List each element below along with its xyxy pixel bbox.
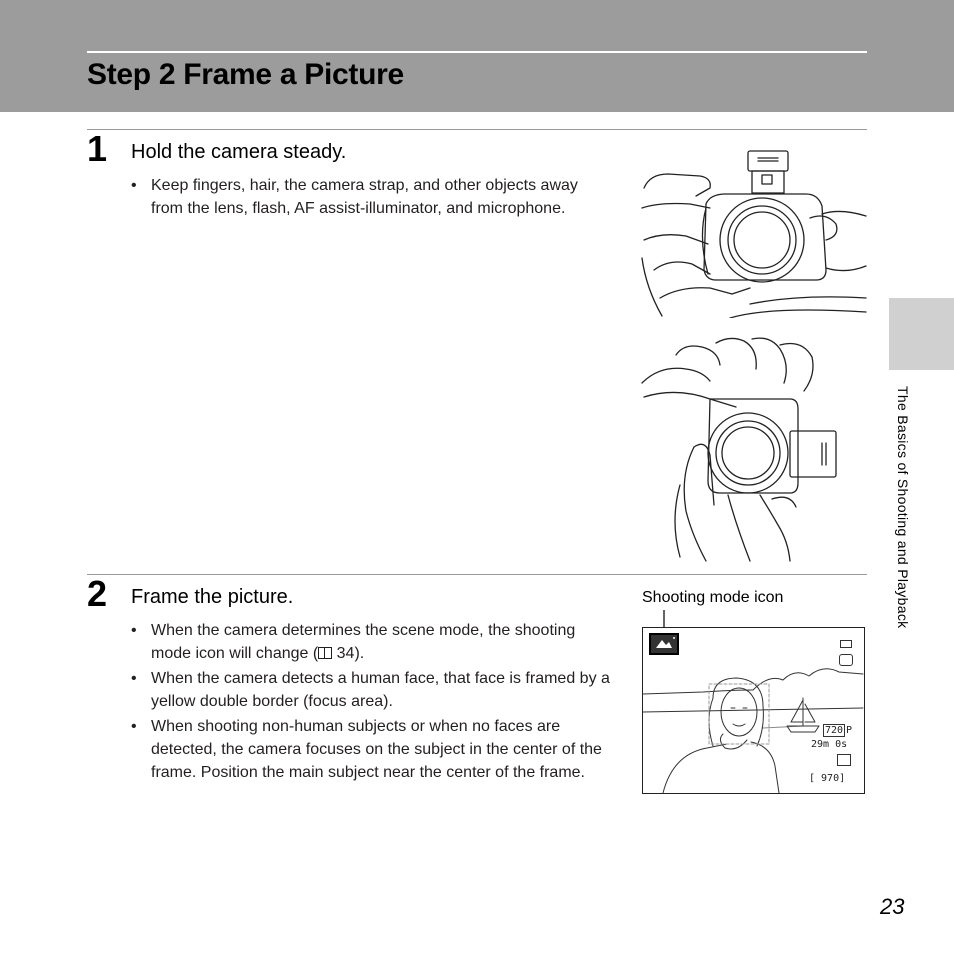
camera-held-vertical-illustration xyxy=(640,335,868,563)
recording-time-remaining: 29m 0s xyxy=(811,739,848,750)
list-item xyxy=(131,174,611,220)
step2-bullet-list xyxy=(131,619,611,786)
step1-bullet-list xyxy=(131,174,611,222)
bullet-dot: • xyxy=(131,670,137,687)
monitor-display-illustration xyxy=(642,627,865,794)
step1-divider xyxy=(87,129,867,130)
list-item xyxy=(131,715,611,784)
bullet-text: When shooting non-human subjects or when no faces are detected, the camera focuses on the subject in the center of the frame. Position the main subject near the center of the frame. xyxy=(151,718,602,781)
shooting-mode-letter: P xyxy=(846,725,853,736)
exposures-remaining: [ 970] xyxy=(809,773,846,784)
bullet-dot: • xyxy=(131,622,137,639)
page-number: 23 xyxy=(880,894,905,919)
section-side-tab xyxy=(889,298,954,370)
camera-held-front-illustration xyxy=(640,148,868,318)
vibration-reduction-icon xyxy=(839,654,853,666)
bullet-text: When the camera detects a human face, that face is framed by a yellow double border (focus area). xyxy=(151,670,610,710)
step2-heading: Frame the picture. xyxy=(131,586,294,608)
header-rule xyxy=(87,51,867,53)
bullet-text: Keep fingers, hair, the camera strap, and other objects away from the lens, flash, AF assist-illuminator, and microphone. xyxy=(151,177,578,217)
image-size-indicator: 720 xyxy=(825,725,844,736)
step1-number: 1 xyxy=(87,128,108,169)
image-quality-icon xyxy=(837,754,851,766)
list-item xyxy=(131,667,611,713)
scene-auto-icon xyxy=(651,635,677,653)
step2-number: 2 xyxy=(87,573,108,614)
bullet-dot: • xyxy=(131,718,137,735)
header-band xyxy=(0,0,954,112)
bullet-dot: • xyxy=(131,177,137,194)
bullet-text-before: When the camera determines the scene mode, the shooting mode icon will change ( xyxy=(151,622,576,662)
battery-icon xyxy=(840,640,852,648)
shooting-mode-icon xyxy=(649,633,679,655)
shooting-mode-callout-label: Shooting mode icon xyxy=(642,589,784,606)
step1-heading: Hold the camera steady. xyxy=(131,141,347,163)
step2-divider xyxy=(87,574,867,575)
page-title: Step 2 Frame a Picture xyxy=(87,58,404,91)
list-item xyxy=(131,619,611,665)
book-reference-icon xyxy=(318,647,332,659)
section-side-label: The Basics of Shooting and Playback xyxy=(895,386,911,629)
bullet-text-after: 34). xyxy=(332,645,365,662)
